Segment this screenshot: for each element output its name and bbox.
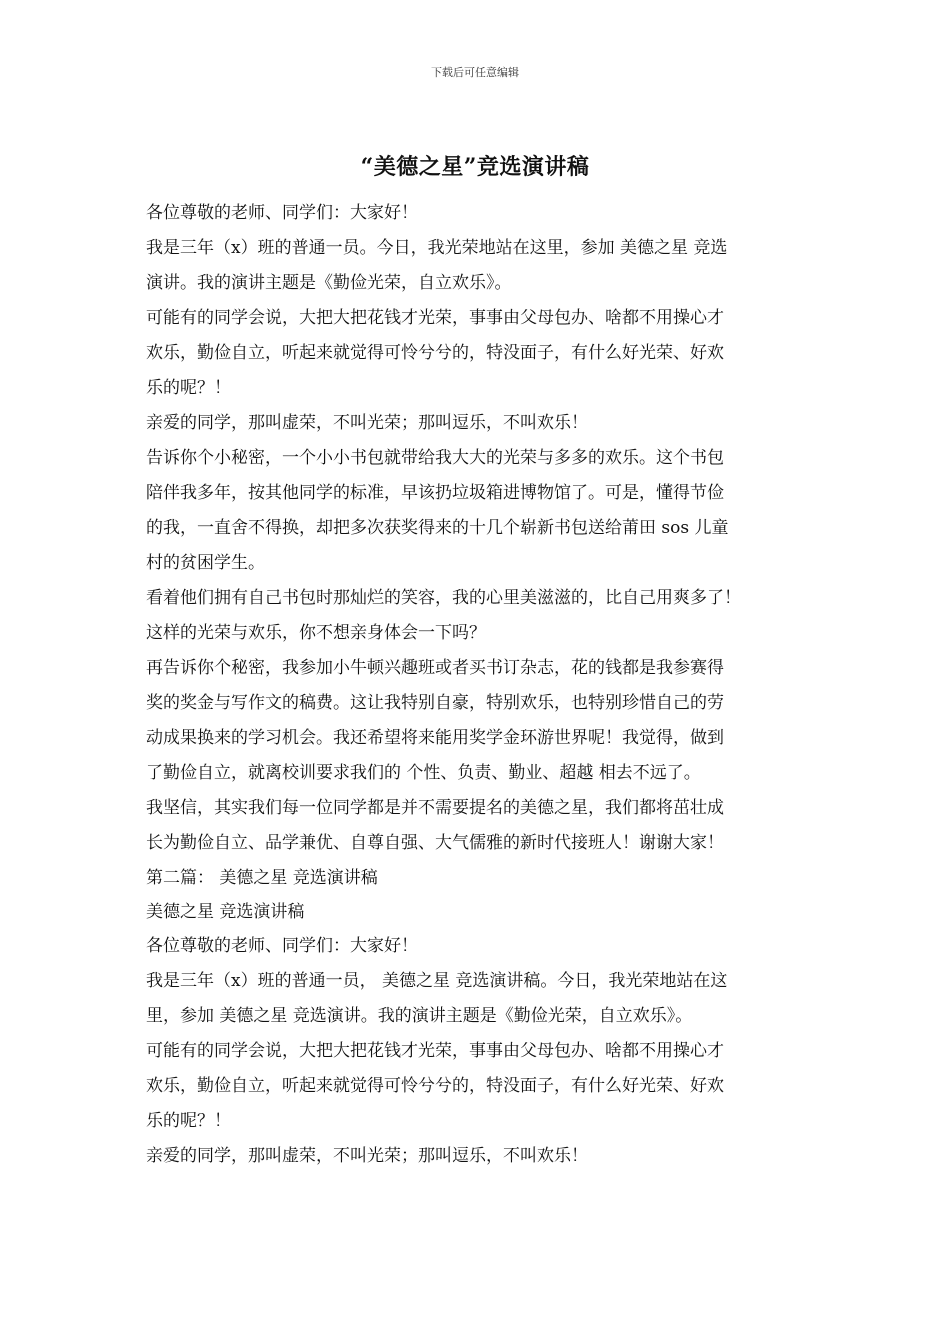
paragraph-line: 可能有的同学会说，大把大把花钱才光荣，事事由父母包办、啥都不用操心才 (146, 308, 724, 328)
paragraph-line: 各位尊敬的老师、同学们：大家好！ (146, 203, 418, 223)
paragraph-line: 告诉你个小秘密，一个小小书包就带给我大大的光荣与多多的欢乐。这个书包 (146, 448, 724, 468)
paragraph-line: 动成果换来的学习机会。我还希望将来能用奖学金环游世界呢！我觉得，做到 (146, 728, 724, 748)
paragraph-line: 可能有的同学会说，大把大把花钱才光荣，事事由父母包办、啥都不用操心才 (146, 1041, 724, 1061)
paragraph-line: 演讲。我的演讲主题是《勤俭光荣，自立欢乐》。 (146, 273, 512, 293)
paragraph-line: 奖的奖金与写作文的稿费。这让我特别自豪，特别欢乐，也特别珍惜自己的劳 (146, 693, 724, 713)
header-note: 下载后可任意编辑 (431, 66, 519, 79)
paragraph-line: 亲爱的同学，那叫虚荣，不叫光荣；那叫逗乐，不叫欢乐！ (146, 1146, 588, 1166)
paragraph-line: 这样的光荣与欢乐，你不想亲身体会一下吗？ (146, 623, 486, 643)
paragraph-line: 我是三年（x）班的普通一员。今日，我光荣地站在这里，参加 美德之星 竞选 (146, 238, 728, 258)
paragraph-line: 亲爱的同学，那叫虚荣，不叫光荣；那叫逗乐，不叫欢乐！ (146, 413, 588, 433)
paragraph-line: 长为勤俭自立、品学兼优、自尊自强、大气儒雅的新时代接班人！谢谢大家！ (146, 833, 724, 853)
paragraph-line: 陪伴我多年，按其他同学的标准，早该扔垃圾箱进博物馆了。可是，懂得节俭 (146, 483, 724, 503)
paragraph-line: 再告诉你个秘密，我参加小牛顿兴趣班或者买书订杂志，花的钱都是我参赛得 (146, 658, 724, 678)
paragraph-line: 里，参加 美德之星 竞选演讲。我的演讲主题是《勤俭光荣，自立欢乐》。 (146, 1006, 693, 1026)
paragraph-line: 我坚信，其实我们每一位同学都是并不需要提名的美德之星，我们都将茁壮成 (146, 798, 724, 818)
document-title: “美德之星”竞选演讲稿 (360, 154, 590, 180)
paragraph-line: 欢乐，勤俭自立，听起来就觉得可怜兮兮的，特没面子，有什么好光荣、好欢 (146, 343, 724, 363)
paragraph-line: 欢乐，勤俭自立，听起来就觉得可怜兮兮的，特没面子，有什么好光荣、好欢 (146, 1076, 724, 1096)
paragraph-line: 村的贫困学生。 (146, 553, 265, 573)
document-body (146, 196, 816, 1174)
paragraph-line: 的我，一直舍不得换，却把多次获奖得来的十几个崭新书包送给莆田 sos 儿童 (146, 518, 729, 538)
paragraph-line: 各位尊敬的老师、同学们：大家好！ (146, 936, 418, 956)
paragraph-line: 乐的呢？！ (146, 378, 231, 398)
paragraph-line: 了勤俭自立，就离校训要求我们的 个性、负责、勤业、超越 相去不远了。 (146, 763, 701, 783)
paragraph-line: 看着他们拥有自己书包时那灿烂的笑容，我的心里美滋滋的，比自己用爽多了！ (146, 588, 741, 608)
paragraph-line: 我是三年（x）班的普通一员， 美德之星 竞选演讲稿。今日，我光荣地站在这 (146, 971, 728, 991)
paragraph-line: 乐的呢？！ (146, 1111, 231, 1131)
section-heading: 第二篇： 美德之星 竞选演讲稿 (146, 868, 378, 888)
section-subheading: 美德之星 竞选演讲稿 (146, 902, 305, 922)
